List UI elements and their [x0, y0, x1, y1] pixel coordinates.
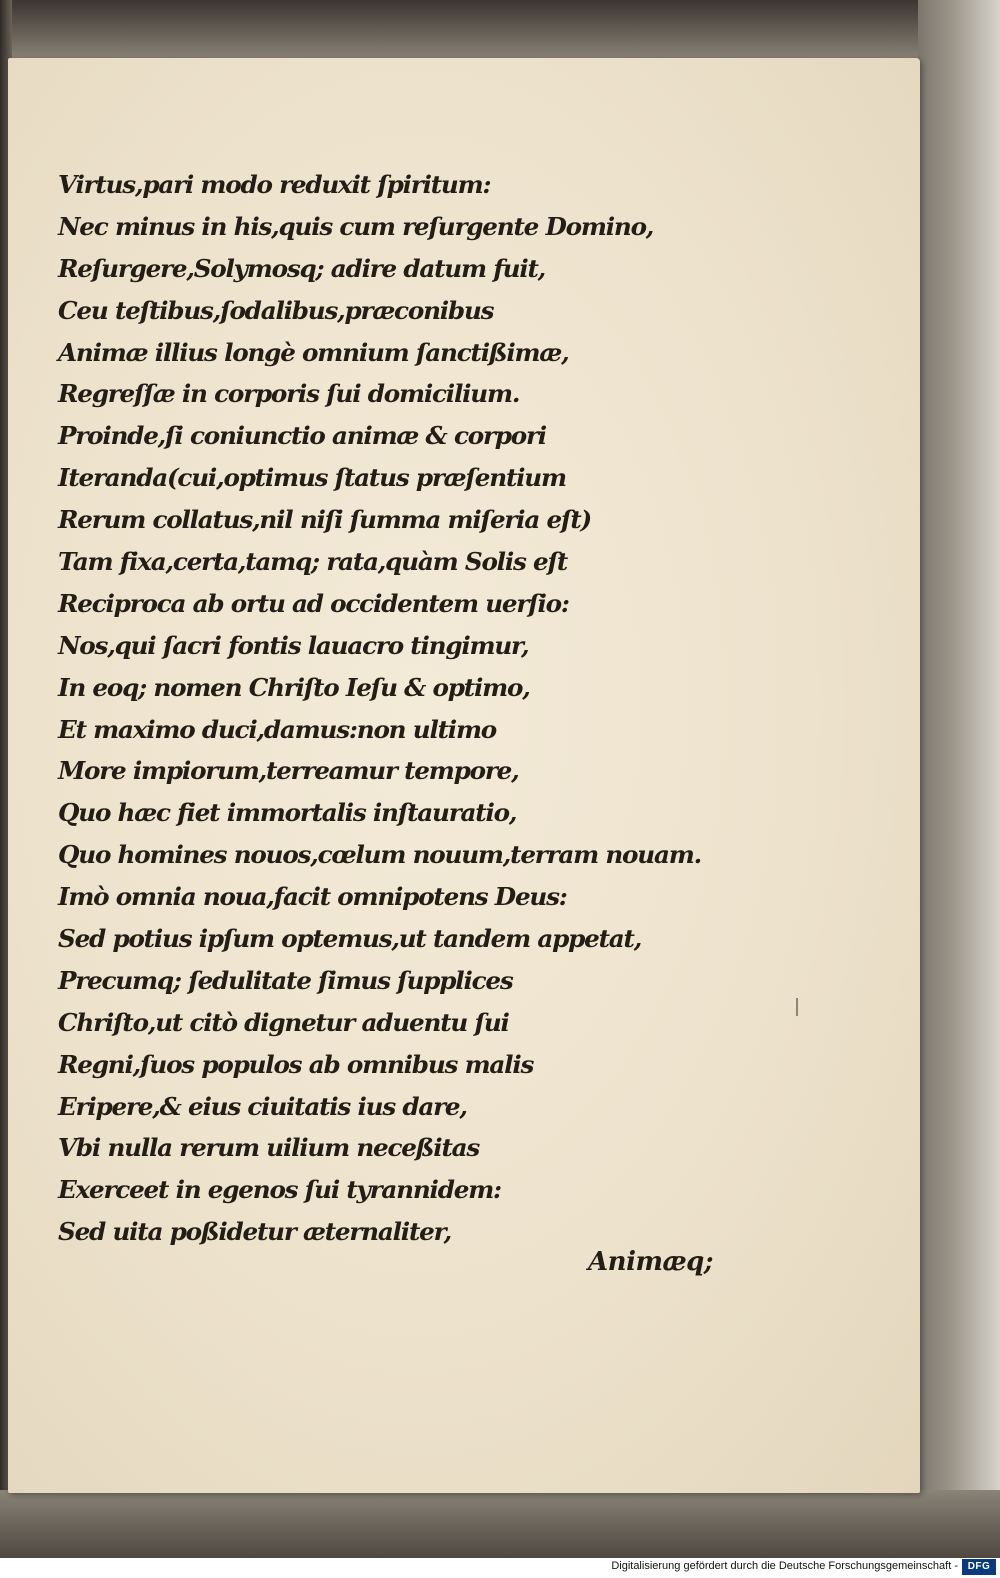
catchword: Animæq; — [588, 1247, 713, 1277]
verse-line: In eoq; nomen Chriſto Ieſu & optimo, — [58, 672, 530, 702]
dfg-logo[interactable]: DFG — [962, 1559, 996, 1575]
verse-line: Tam fixa,certa,tamq; rata,quàm Solis eſt — [58, 547, 568, 577]
verse-line: Chriſto,ut citò dignetur aduentu ſui — [58, 1007, 509, 1037]
verse-line: Nec minus in his,quis cum reſurgente Domino, — [58, 211, 654, 241]
scan-bottom-strip — [0, 1490, 1000, 1558]
verse-line: Imò omnia noua,facit omnipotens Deus: — [58, 882, 567, 912]
stray-ink-mark — [796, 998, 798, 1016]
verse-line: Ceu teſtibus,ſodalibus,præconibus — [58, 295, 494, 325]
verse-text-block — [58, 164, 758, 1253]
verse-line: Vbi nulla rerum uilium neceßitas — [58, 1133, 480, 1163]
verse-line: Nos,qui ſacri fontis lauacro tingimur, — [58, 630, 529, 660]
verse-line: Reſurgere,Solymosq; adire datum fuit, — [58, 253, 546, 283]
verse-line: Sed uita poßidetur æternaliter, — [58, 1217, 451, 1247]
verse-line: Regni,ſuos populos ab omnibus malis — [58, 1049, 534, 1079]
verse-line: Quo homines nouos,cœlum nouum,terram nouam. — [58, 840, 701, 870]
verse-line: Reciproca ab ortu ad occidentem uerſio: — [58, 588, 569, 618]
scan-right-margin — [918, 0, 1000, 1558]
verse-line: Virtus,pari modo reduxit ſpiritum: — [58, 170, 491, 199]
digitization-footer — [0, 1558, 1000, 1578]
verse-line: Et maximo duci,damus:non ultimo — [58, 714, 497, 744]
verse-line: More impiorum,terreamur tempore, — [58, 756, 519, 786]
footer-credit-text: Digitalisierung gefördert durch die Deutsche Forschungsgemeinschaft - — [611, 1560, 958, 1572]
verse-line: Regreſſæ in corporis ſui domicilium. — [58, 379, 520, 409]
verse-line: Precumq; ſedulitate ſimus ſupplices — [58, 965, 513, 995]
verse-line: Eripere,& eius ciuitatis ius dare, — [58, 1091, 467, 1121]
verse-line: Quo hæc fiet immortalis inſtauratio, — [58, 798, 517, 828]
verse-line: Exerceet in egenos ſui tyrannidem: — [58, 1175, 501, 1205]
scan-top-strip — [0, 0, 1000, 60]
verse-line: Sed potius ipſum optemus,ut tandem appetat, — [58, 924, 642, 954]
verse-line: Rerum collatus,nil niſi ſumma miſeria eſt) — [58, 505, 591, 535]
verse-line: Proinde,ſi coniunctio animæ & corpori — [58, 421, 546, 451]
verse-line: Animæ illius longè omnium ſanctißimæ, — [58, 337, 569, 367]
verse-line: Iteranda(cui,optimus ſtatus præſentium — [58, 463, 566, 493]
